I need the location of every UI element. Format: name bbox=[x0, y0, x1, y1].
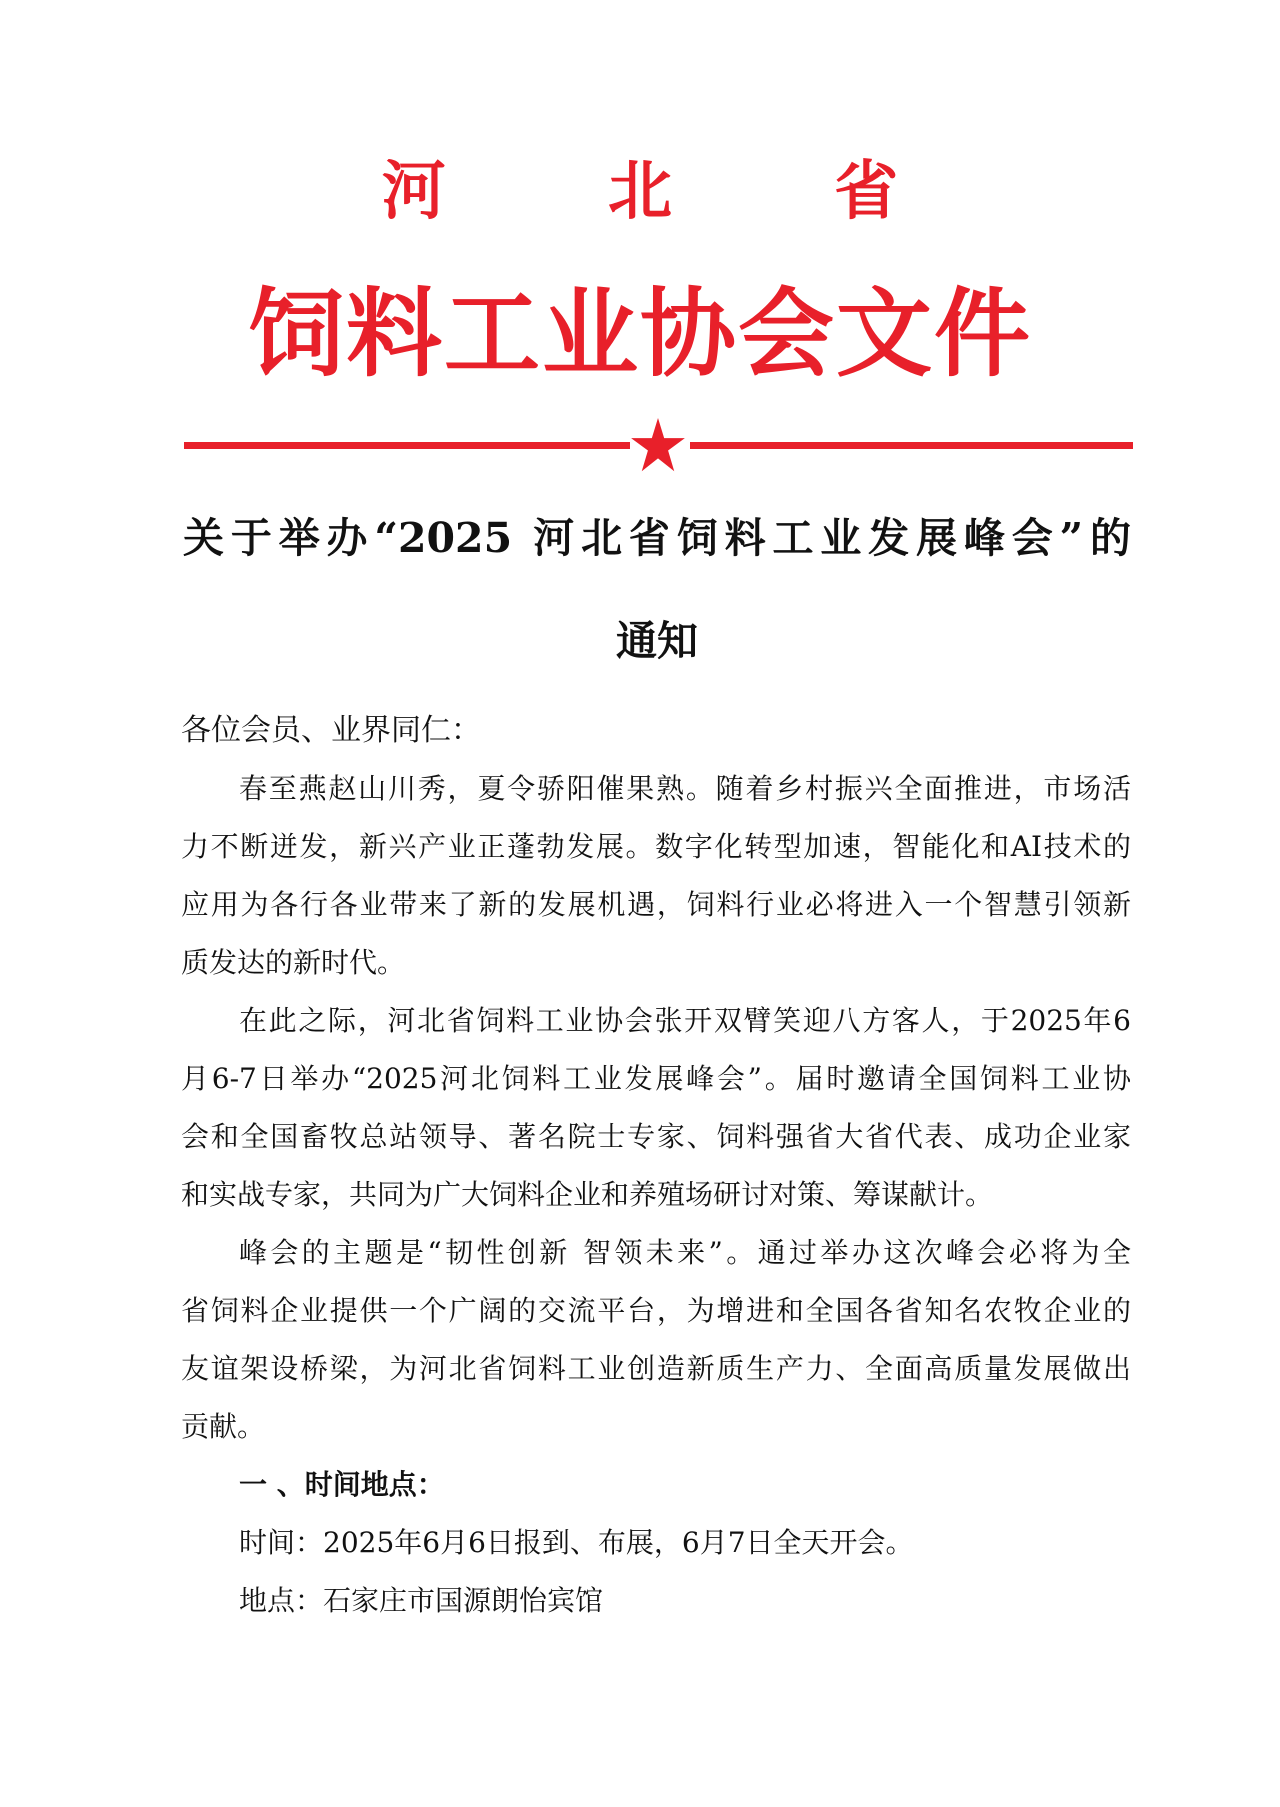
body-line: 和实战专家，共同为广大饲料企业和养殖场研讨对策、筹谋献计。 bbox=[181, 1178, 994, 1211]
red-divider-left bbox=[184, 442, 630, 449]
salutation: 各位会员、业界同仁： bbox=[181, 713, 481, 748]
issuer-province: 河 北 省 bbox=[381, 154, 969, 229]
document-title-cont: 通知 bbox=[616, 617, 698, 665]
body-line: 质发达的新时代。 bbox=[181, 946, 406, 979]
document-title: 关于举办“2025 河北省饲料工业发展峰会”的 bbox=[183, 514, 1131, 562]
event-place: 地点：石家庄市国源朗怡宾馆 bbox=[239, 1584, 604, 1617]
body-line: 在此之际，河北省饲料工业协会张开双臂笑迎八方客人，于2025年6 bbox=[239, 1004, 1131, 1037]
red-divider-right bbox=[690, 442, 1133, 449]
section-heading: 一 、时间地点： bbox=[239, 1468, 445, 1501]
body-line: 月6-7日举办“2025河北饲料工业发展峰会”。届时邀请全国饲料工业协 bbox=[181, 1062, 1131, 1095]
body-line: 友谊架设桥梁，为河北省饲料工业创造新质生产力、全面高质量发展做出 bbox=[181, 1352, 1131, 1385]
body-line: 省饲料企业提供一个广阔的交流平台，为增进和全国各省知名农牧企业的 bbox=[181, 1294, 1131, 1327]
body-line: 应用为各行各业带来了新的发展机遇，饲料行业必将进入一个智慧引领新 bbox=[181, 888, 1131, 921]
document-body bbox=[181, 768, 1131, 1638]
body-line: 峰会的主题是“韧性创新 智领未来”。通过举办这次峰会必将为全 bbox=[239, 1236, 1131, 1269]
event-time: 时间：2025年6月6日报到、布展，6月7日全天开会。 bbox=[239, 1526, 914, 1559]
body-line: 会和全国畜牧总站领导、著名院士专家、饲料强省大省代表、成功企业家 bbox=[181, 1120, 1131, 1153]
body-line: 春至燕赵山川秀，夏令骄阳催果熟。随着乡村振兴全面推进，市场活 bbox=[239, 772, 1131, 805]
body-line: 贡献。 bbox=[181, 1410, 266, 1443]
body-line: 力不断迸发，新兴产业正蓬勃发展。数字化转型加速，智能化和AI技术的 bbox=[181, 830, 1131, 863]
star-icon bbox=[630, 418, 686, 474]
issuer-name: 饲料工业协会文件 bbox=[248, 277, 1032, 390]
